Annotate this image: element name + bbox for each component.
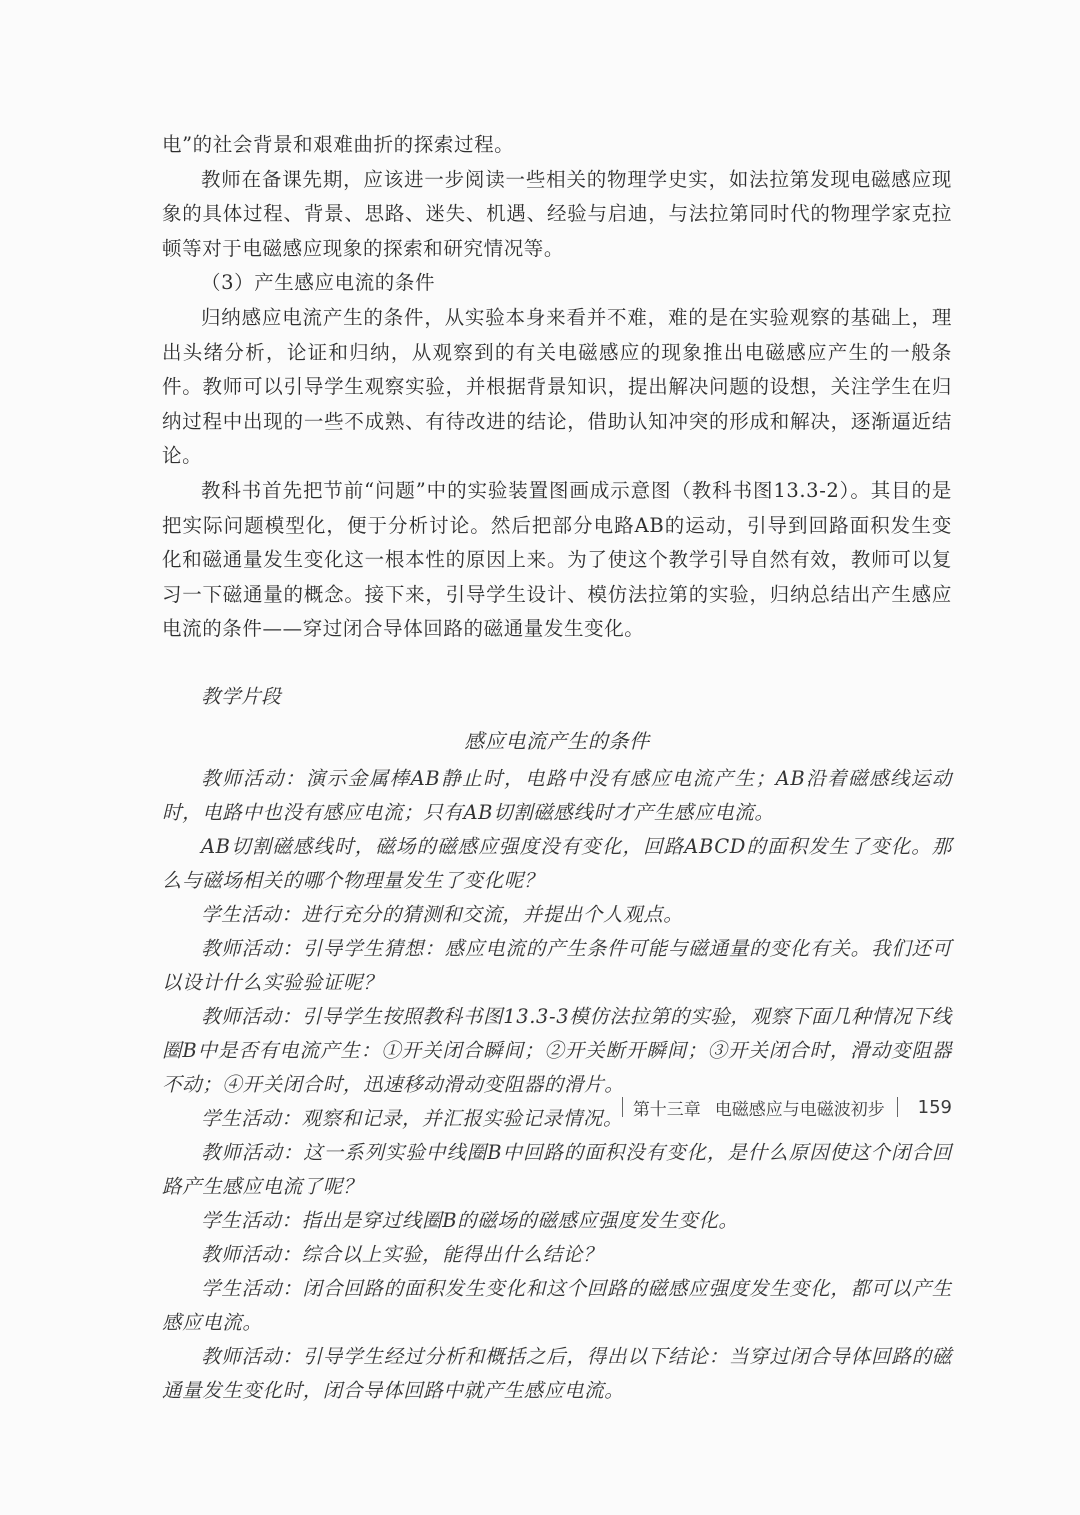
fragment-title: 感应电流产生的条件 [464, 728, 650, 753]
footer-chapter: 第十三章 [632, 1099, 701, 1120]
fragment-item: 学生活动：指出是穿过线圈B的磁场的磁感应强度发生变化。 [201, 1208, 739, 1232]
fragment-item: 学生活动：闭合回路的面积发生变化和这个回路的磁感应强度发生变化，都可以产生感应电流。 [162, 1276, 952, 1334]
section-heading: （3）产生感应电流的条件 [201, 271, 436, 295]
body-section [162, 128, 952, 647]
fragment-item: 教师活动：这一系列实验中线圈B中回路的面积没有变化，是什么原因使这个闭合回路产生感应电流了呢？ [162, 1140, 952, 1198]
paragraph-continuation: 电”的社会背景和艰难曲折的探索过程。 [162, 133, 515, 156]
footer-divider [897, 1097, 898, 1117]
page-number: 159 [917, 1096, 952, 1118]
fragment-item: 教师活动：引导学生猜想：感应电流的产生条件可能与磁通量的变化有关。我们还可以设计什么实验验证呢？ [162, 936, 952, 994]
fragment-item: 学生活动：观察和记录，并汇报实验记录情况。 [201, 1106, 624, 1130]
fragment-item: 教师活动：演示金属棒AB静止时，电路中没有感应电流产生；AB沿着磁感线运动时，电路中也没有感应电流；只有AB切割磁感线时才产生感应电流。 [162, 766, 952, 824]
paragraph-textbook: 教科书首先把节前“问题”中的实验装置图画成示意图（教科书图13.3-2）。其目的是把实际问题模型化，便于分析讨论。然后把部分电路AB的运动，引导到回路面积发生变化和磁通量发生变化这一根本性的原因上来。为了使这个教学引导自然有效，教师可以复习一下磁通量的概念。接下来，引导学生设计、模仿法拉第的实验，归纳总结出产生感应电流的条件——穿过闭合导体回路的磁通量发生变化。 [162, 478, 952, 641]
fragment-item: 教师活动：综合以上实验，能得出什么结论？ [201, 1242, 604, 1266]
paragraph-conditions: 归纳感应电流产生的条件，从实验本身来看并不难，难的是在实验观察的基础上，理出头绪分析，论证和归纳，从观察到的有关电磁感应的现象推出电磁感应产生的一般条件。教师可以引导学生观察实验，并根据背景知识，提出解决问题的设想，关注学生在归纳过程中出现的一些不成熟、有待改进的结论，借助认知冲突的形成和解决，逐渐逼近结论。 [162, 305, 952, 468]
footer-divider [622, 1097, 623, 1117]
fragment-item: AB切割磁感线时，磁场的磁感应强度没有变化，回路ABCD的面积发生了变化。那么与磁场相关的哪个物理量发生了变化呢？ [162, 834, 952, 892]
teaching-fragment [162, 680, 952, 1408]
fragment-item: 教师活动：引导学生按照教科书图13.3-3模仿法拉第的实验，观察下面几种情况下线圈B中是否有电流产生：①开关闭合瞬间；②开关断开瞬间；③开关闭合时，滑动变阻器不动；④开关闭合时，迅速移动滑动变阻器的滑片。 [162, 1004, 952, 1096]
fragment-label: 教学片段 [201, 684, 282, 708]
fragment-item: 教师活动：引导学生经过分析和概括之后，得出以下结论：当穿过闭合导体回路的磁通量发生变化时，闭合导体回路中就产生感应电流。 [162, 1344, 952, 1402]
footer-chapter-title: 电磁感应与电磁波初步 [714, 1099, 885, 1120]
page-content [162, 128, 952, 1408]
fragment-item: 学生活动：进行充分的猜测和交流，并提出个人观点。 [201, 902, 684, 926]
page-footer [622, 1092, 952, 1122]
paragraph-preparation: 教师在备课先期，应该进一步阅读一些相关的物理学史实，如法拉第发现电磁感应现象的具体过程、背景、思路、迷失、机遇、经验与启迪，与法拉第同时代的物理学家克拉顿等对于电磁感应现象的探索和研究情况等。 [162, 167, 952, 260]
